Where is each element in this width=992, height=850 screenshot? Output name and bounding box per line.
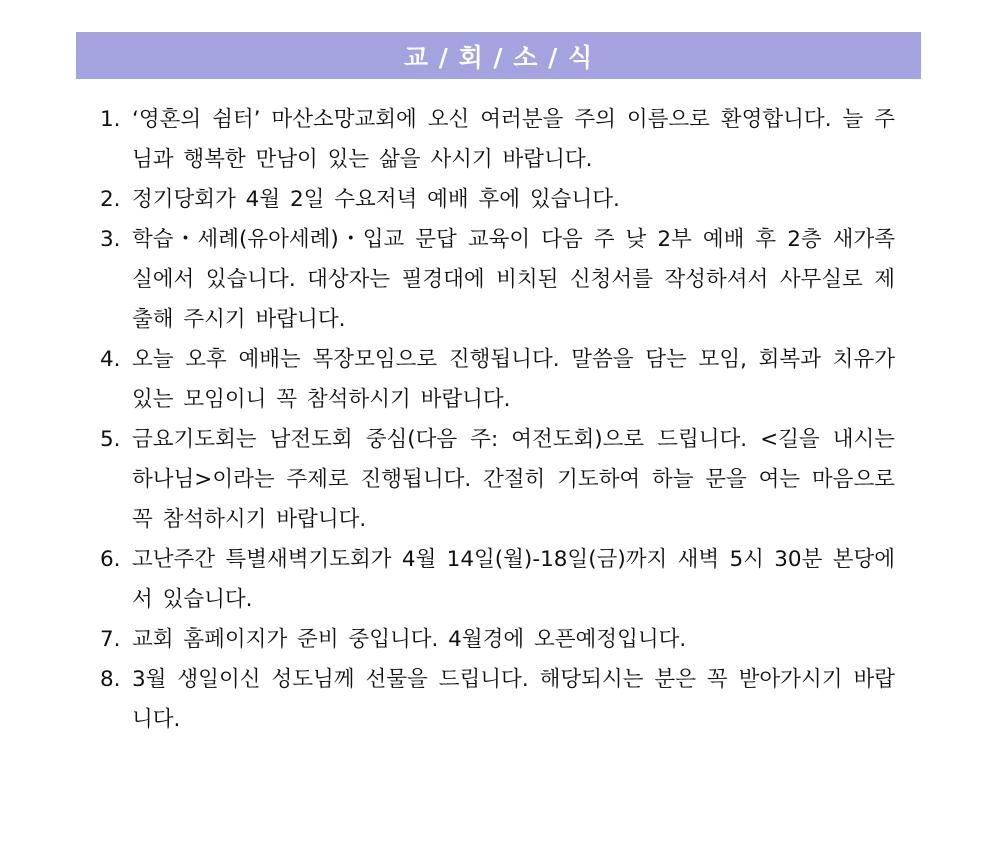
notice-number: 3. bbox=[100, 227, 121, 252]
notice-item-3 bbox=[100, 220, 895, 340]
notice-number: 1. bbox=[100, 107, 121, 132]
notice-number: 7. bbox=[100, 627, 121, 652]
notice-number: 6. bbox=[100, 547, 121, 572]
notice-number: 4. bbox=[100, 347, 121, 372]
notice-item-1 bbox=[100, 100, 895, 180]
notice-text: 금요기도회는 남전도회 중심(다음 주: 여전도회)으로 드립니다. <길을 내시는 하나님>이라는 주제로 진행됩니다. 간절히 기도하여 하늘 문을 여는 마음으로 꼭 참석하시기 바랍니다. bbox=[132, 427, 895, 532]
notice-item-8 bbox=[100, 660, 895, 740]
notice-header bbox=[76, 32, 921, 79]
notice-text: 정기당회가 4월 2일 수요저녁 예배 후에 있습니다. bbox=[132, 187, 620, 212]
notice-item-7 bbox=[100, 620, 895, 660]
notice-item-5 bbox=[100, 420, 895, 540]
notice-item-2 bbox=[100, 180, 895, 220]
notice-text: ‘영혼의 쉼터’ 마산소망교회에 오신 여러분을 주의 이름으로 환영합니다. 늘 주님과 행복한 만남이 있는 삶을 사시기 바랍니다. bbox=[132, 107, 895, 172]
notice-number: 8. bbox=[100, 667, 121, 692]
notice-list bbox=[100, 100, 895, 740]
notice-number: 2. bbox=[100, 187, 121, 212]
notice-text: 3월 생일이신 성도님께 선물을 드립니다. 해당되시는 분은 꼭 받아가시기 바랍니다. bbox=[132, 667, 895, 732]
notice-number: 5. bbox=[100, 427, 121, 452]
notice-item-4 bbox=[100, 340, 895, 420]
page-title: 교 / 회 / 소 / 식 bbox=[403, 42, 594, 72]
notice-text: 고난주간 특별새벽기도회가 4월 14일(월)-18일(금)까지 새벽 5시 30분 본당에서 있습니다. bbox=[132, 547, 895, 612]
notice-item-6 bbox=[100, 540, 895, 620]
notice-text: 오늘 오후 예배는 목장모임으로 진행됩니다. 말씀을 담는 모임, 회복과 치유가 있는 모임이니 꼭 참석하시기 바랍니다. bbox=[132, 347, 895, 412]
notice-text: 교회 홈페이지가 준비 중입니다. 4월경에 오픈예정입니다. bbox=[132, 627, 687, 652]
notice-text: 학습・세례(유아세례)・입교 문답 교육이 다음 주 낮 2부 예배 후 2층 새가족실에서 있습니다. 대상자는 필경대에 비치된 신청서를 작성하셔서 사무실로 제출해 주시기 바랍니다. bbox=[132, 227, 895, 332]
